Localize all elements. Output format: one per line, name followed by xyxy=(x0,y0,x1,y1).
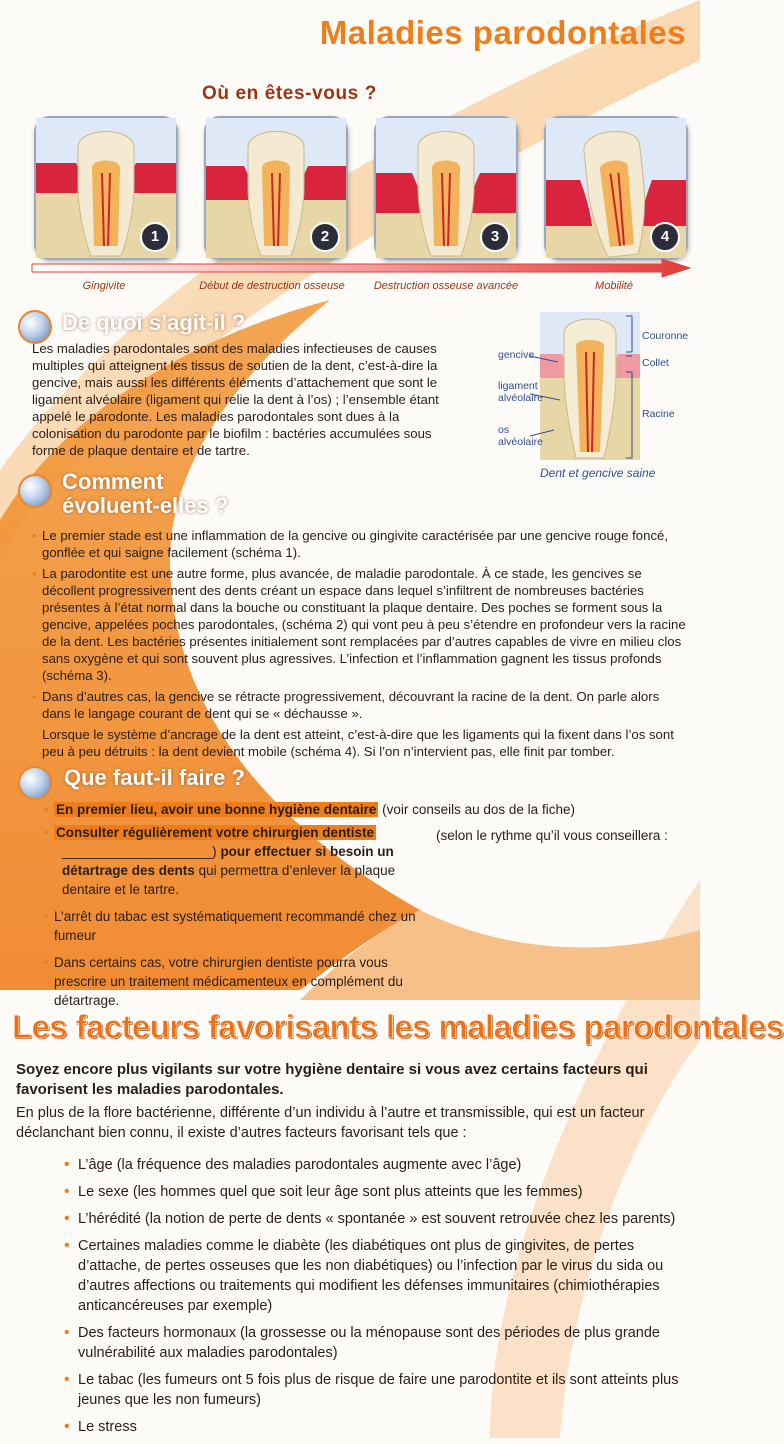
stage-label: Gingivite xyxy=(82,280,126,292)
factors-banner: Les facteurs favorisants les maladies parodontales xyxy=(12,1008,784,1045)
stage-number: 4 xyxy=(650,222,680,252)
do-item-rest: (voir conseils au dos de la fiche) xyxy=(382,802,575,817)
diagram-leader-lines xyxy=(530,312,650,460)
stage-label: Début de destruction osseuse xyxy=(199,280,345,292)
do-item-bold: En premier lieu, avoir une bonne hygiène dentaire xyxy=(56,802,377,817)
stages-heading: Où en êtes-vous ? xyxy=(202,83,377,104)
factor-item: • Certaines maladies comme le diabète (les diabétiques ont plus de gingivites, de pertes d’attache, de pertes osseuses que les non diabétiques) ou l’infection par le virus du sida ou d’autres affections ou traitements qui modifient les défenses immunitaires (chimiothérapies anticancéreuses par exemple) xyxy=(64,1236,692,1316)
stage-number: 1 xyxy=(140,222,170,252)
section-title-evolve-line2: évoluent-elles ? xyxy=(62,493,229,518)
diagram-label-collet: Collet xyxy=(642,357,669,369)
factors-intro: En plus de la flore bactérienne, différente d’un individu à l’autre et transmissible, qui est un facteur déclanchant bien connu, il existe d’autres facteurs favorisant tels que : xyxy=(16,1105,645,1141)
diagram-label-ligament-2: alvéolaire xyxy=(498,392,543,404)
section-do-list xyxy=(44,800,694,1010)
factor-item: • Le stress xyxy=(64,1417,692,1437)
section-title-what: De quoi s’agit-il ? xyxy=(62,310,246,335)
factor-item: • Le tabac (les fumeurs ont 5 fois plus de risque de faire une parodontite et ils sont atteints plus jeunes que les non fumeurs) xyxy=(64,1370,692,1410)
stage-image-3 xyxy=(374,116,518,260)
section-bullet-icon xyxy=(18,474,52,508)
evolve-paragraph: • Dans d’autres cas, la gencive se rétracte progressivement, découvrant la racine de la dent. On parle alors dans le langage courant de dent qui se « déchausse ». xyxy=(32,688,688,722)
evolve-paragraph: • La parodontite est une autre forme, plus avancée, de maladie parodontale. À ce stade, les gencives se décollent progressivement des dents créant un espace dans lequel s’infiltrent de nombreuses bactéries présentes à l’état normal dans la bouche ou constituant la plaque dentaire. Des poches se forment sous la gencive, appelées poches parodontales, (schéma 2) qui vont peu à peu s’étendre en profondeur vers la racine de la dent. Les bactéries présentes initialement sont remplacées par d’autres capables de vivre en milieu clos sans oxygène et qui sont souvent plus agressives. L’infection et l’inflammation gagnent les tissus profonds (schéma 3). xyxy=(32,565,688,684)
factors-bold-intro: Soyez encore plus vigilants sur votre hygiène dentaire si vous avez certains facteurs qui favorisent les maladies parodontales. xyxy=(16,1061,648,1098)
factors-list xyxy=(64,1155,692,1444)
do-item-rest: (selon le rythme qu’il vous conseillera : xyxy=(436,828,668,843)
section-what-text: Les maladies parodontales sont des maladies infectieuses de causes multiples qui atteignent les tissus de soutien de la dent, c’est-à-dire la gencive, mais aussi les différents éléments d’attachement que sont le ligament alvéolaire (ligament qui relie la dent à l’os) ; l’ensemble étant appelé le parodonte. Les maladies parodontales sont dues à la colonisation du parodonte par le biofilm : bactéries accumulées sous forme de plaque dentaire et de tartre. xyxy=(32,341,439,458)
diagram-label-gencive: gencive xyxy=(498,349,535,361)
do-item-end: qui permettra d’enlever la plaque dentaire et le tartre. xyxy=(62,863,396,897)
evolve-paragraph: Lorsque le système d’ancrage de la dent est atteint, c’est-à-dire que les ligaments qui la fixent dans l’os sont peu à peu détruits : la dent devient mobile (schéma 4). Si l’on n’intervient pas, elle finit par tomber. xyxy=(42,727,674,759)
diagram-label-ligament: ligament xyxy=(498,380,538,392)
section-title-evolve xyxy=(62,470,228,518)
do-item: • Dans certains cas, votre chirurgien dentiste pourra vous prescrire un traitement médicamenteux en complément du détartrage. xyxy=(44,953,414,1010)
do-item: • L’arrêt du tabac est systématiquement recommandé chez un fumeur xyxy=(44,907,434,945)
diagram-label-couronne: Couronne xyxy=(642,330,689,342)
do-item-continued xyxy=(44,842,422,899)
diagram-caption: Dent et gencive saine xyxy=(540,466,656,480)
section-evolve-text xyxy=(32,527,688,760)
do-item xyxy=(44,800,694,819)
stage-image-4 xyxy=(544,116,688,260)
do-item xyxy=(44,823,434,842)
stage-image-2 xyxy=(204,116,348,260)
evolve-paragraph: • Le premier stade est une inflammation de la gencive ou gingivite caractérisée par une gencive rouge foncé, gonflée et qui saigne facilement (schéma 1). xyxy=(32,527,688,561)
stage-label: Mobilité xyxy=(595,280,633,292)
section-title-evolve-line1: Comment xyxy=(62,469,164,494)
section-title-do: Que faut-il faire ? xyxy=(64,765,245,790)
section-bullet-icon xyxy=(18,310,52,344)
section-bullet-icon xyxy=(18,766,52,800)
factor-item: • L’hérédité (la notion de perte de dents « spontanée » est souvent retrouvée chez les parents) xyxy=(64,1209,692,1229)
do-item-bold-2: pour effectuer si besoin un détartrage des dents xyxy=(62,844,394,878)
diagram-label-os: os xyxy=(498,424,510,436)
stage-number: 2 xyxy=(310,222,340,252)
diagram-label-racine: Racine xyxy=(642,408,675,420)
stage-image-1 xyxy=(34,116,178,260)
factor-item: • Le sexe (les hommes quel que soit leur âge sont plus atteints que les femmes) xyxy=(64,1182,692,1202)
factor-item: • L’âge (la fréquence des maladies parodontales augmente avec l’âge) xyxy=(64,1155,692,1175)
do-item-bold: Consulter régulièrement votre chirurgien dentiste xyxy=(56,825,375,840)
diagram-label-os-2: alvéolaire xyxy=(498,436,543,448)
do-item-blank: ____________________) xyxy=(62,844,217,859)
stage-number: 3 xyxy=(480,222,510,252)
progression-arrow-icon xyxy=(32,258,692,278)
stage-label: Destruction osseuse avancée xyxy=(373,280,519,292)
factor-item: • Des facteurs hormonaux (la grossesse ou la ménopause sont des périodes de plus grande vulnérabilité aux maladies parodontales) xyxy=(64,1323,692,1363)
page-title: Maladies parodontales xyxy=(319,14,686,51)
